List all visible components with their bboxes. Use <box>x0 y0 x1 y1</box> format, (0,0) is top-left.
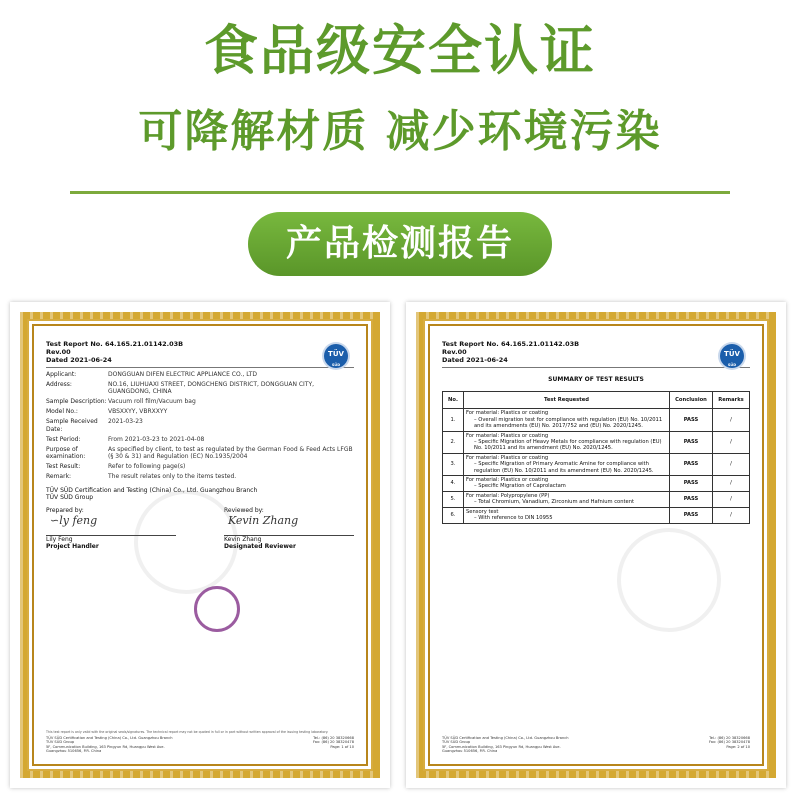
table-row <box>443 507 750 523</box>
row-remarks: / <box>713 409 750 431</box>
table-row <box>443 409 750 431</box>
field-value: VBSXXYY, VBRXXYY <box>108 408 168 416</box>
gold-ornamental-border <box>416 312 776 778</box>
row-conclusion: PASS <box>670 491 713 507</box>
results-table <box>442 391 750 523</box>
field-value: DONGGUAN DIFEN ELECTRIC APPLIANCE CO., LTD <box>108 371 257 378</box>
report-footer: This test report is only valid with the original seals/signatures. The technical report may not be quoted in full or in part without written approval of the issuing testing laboratory. TÜV SÜD Certification and Testing (China) Co., Ltd. Guangzhou Branch Tel.: (86) 20 38320668 TÜV SÜD Group Fax: (86) 20 38320478 5F, Communication Building, 163 Pingyun Rd, Huangpu West Ave. Page: 1 of 10 Guangzhou 510656, P.R. China <box>46 729 354 754</box>
summary-title: SUMMARY OF TEST RESULTS <box>548 376 644 383</box>
row-test-line: – With reference to DIN 10955 <box>474 515 553 522</box>
field-value: As specified by client, to test as regulated by the German Food & Feed Acts LFGB (§ 30 & 31) and Regulation (EC) No.1935/2004 <box>108 445 353 461</box>
field-row <box>46 436 354 443</box>
field-row <box>46 418 354 433</box>
table-header-row <box>443 392 750 409</box>
field-label: Sample Description: <box>46 398 107 406</box>
row-number: 4. <box>443 476 464 492</box>
row-test <box>464 491 670 507</box>
field-row <box>46 408 354 415</box>
reviewer-name: Kevin Zhang <box>224 535 262 543</box>
row-number: 1. <box>443 409 464 431</box>
row-test <box>464 453 670 475</box>
divider <box>70 191 730 194</box>
row-test <box>464 507 670 523</box>
headline-food-grade: 食品级安全认证 <box>204 19 596 82</box>
row-test-line: For material: Plastics or coating <box>466 454 549 461</box>
row-test-line: – Overall migration test for compliance with regulation (EU) No. 10/2011 and its amendments (EU) No. 2017/752 and (EU) No. 2020/1245. <box>474 416 663 430</box>
row-test-line: For material: Plastics or coating <box>466 432 549 439</box>
row-number: 6. <box>443 507 464 523</box>
field-row <box>46 398 354 405</box>
reviewed-by-label: Reviewed by: <box>224 507 264 515</box>
certificate-page-2 <box>406 302 786 788</box>
row-number: 5. <box>443 491 464 507</box>
row-test-line: Sensory test <box>466 508 499 515</box>
row-number: 2. <box>443 431 464 453</box>
row-test-line: – Total Chromium, Vanadium, Zirconium and Hafnium content <box>474 499 635 506</box>
row-test-line: For material: Polypropylene (PP) <box>466 492 550 499</box>
row-test <box>464 476 670 492</box>
report-rev: Rev.00 <box>46 348 71 356</box>
tuv-seal-stamp-icon <box>194 586 240 632</box>
row-test-line: – Specific Migration of Caprolactam <box>474 483 566 490</box>
reviewer-role: Designated Reviewer <box>224 543 296 551</box>
row-conclusion: PASS <box>670 507 713 523</box>
certificate-page-1 <box>10 302 390 788</box>
field-label: Remark: <box>46 473 72 481</box>
reviewer-signature: Kevin Zhang <box>228 513 299 527</box>
report-date: Dated 2021-06-24 <box>46 356 112 364</box>
row-test-line: For material: Plastics or coating <box>466 477 549 484</box>
row-conclusion: PASS <box>670 431 713 453</box>
field-label: Test Result: <box>46 463 81 471</box>
field-label: Test Period: <box>46 435 81 443</box>
row-remarks: / <box>713 491 750 507</box>
field-label: Address: <box>46 381 72 388</box>
col-conclusion: Conclusion <box>670 392 713 409</box>
row-conclusion: PASS <box>670 476 713 492</box>
table-row <box>443 431 750 453</box>
preparer-name: Lily Feng <box>46 535 73 543</box>
gold-ornamental-border <box>20 312 380 778</box>
table-row <box>443 476 750 492</box>
field-row <box>46 446 354 461</box>
field-value: 2021-03-23 <box>108 418 143 426</box>
row-conclusion: PASS <box>670 453 713 475</box>
field-value: Vacuum roll film/Vacuum bag <box>108 398 196 406</box>
field-row <box>46 371 354 378</box>
row-remarks: / <box>713 453 750 475</box>
field-label: Applicant: <box>46 371 77 378</box>
lab-name: TÜV SÜD Certification and Testing (China) Co., Ltd. Guangzhou Branch <box>46 486 258 494</box>
field-row <box>46 463 354 470</box>
row-test-line: – Specific Migration of Heavy Metals for compliance with regulation (EU) No. 10/2011 and its amendment (EU) No. 2020/1245. <box>474 439 662 452</box>
report-number: Test Report No. 64.165.21.01142.03B <box>442 340 580 348</box>
report-fields <box>46 371 354 481</box>
prepared-by-label: Prepared by: <box>46 507 84 515</box>
field-label: Purpose of examination: <box>46 445 86 461</box>
tuv-logo-icon: TÜV SÜD <box>324 344 348 368</box>
field-row <box>46 473 354 480</box>
row-remarks: / <box>713 431 750 453</box>
row-remarks: / <box>713 476 750 492</box>
report-rev: Rev.00 <box>442 348 467 356</box>
row-conclusion: PASS <box>670 409 713 431</box>
report-footer: TÜV SÜD Certification and Testing (China) Co., Ltd. Guangzhou Branch Tel.: (86) 20 38320668 TÜV SÜD Group Fax: (86) 20 38320478 5F, Communication Building, 163 Pingyun Rd, Huangpu West Ave. Page: 2 of 10 Guangzhou 510656, P.R. China <box>442 735 750 754</box>
field-value: NO.16, LIUHUAXI STREET, DONGCHENG DISTRICT, DONGGUAN CITY, GUANGDONG, CHINA <box>108 381 315 396</box>
col-test-requested: Test Requested <box>464 392 670 409</box>
row-test <box>464 431 670 453</box>
field-row <box>46 381 354 396</box>
report-number: Test Report No. 64.165.21.01142.03B <box>46 340 184 348</box>
tuv-logo-icon: TÜV SÜD <box>720 344 744 368</box>
tuv-watermark-icon <box>610 521 727 638</box>
field-label: Model No.: <box>46 408 78 416</box>
field-value: The result relates only to the items tested. <box>108 473 237 481</box>
preparer-signature: ∽ly feng <box>50 513 98 527</box>
col-remarks: Remarks <box>713 392 750 409</box>
field-label: Sample Received Date: <box>46 418 98 433</box>
report-date: Dated 2021-06-24 <box>442 356 508 364</box>
col-no: No. <box>443 392 464 409</box>
field-value: Refer to following page(s) <box>108 463 186 471</box>
preparer-role: Project Handler <box>46 543 99 551</box>
row-test <box>464 409 670 431</box>
lab-group: TÜV SÜD Group <box>46 494 94 502</box>
row-test-line: For material: Plastics or coating <box>466 410 549 417</box>
disclaimer: This test report is only valid with the original seals/signatures. The technical report may not be quoted in full or in part without written approval of the issuing testing laboratory. <box>46 729 329 734</box>
field-value: From 2021-03-23 to 2021-04-08 <box>108 435 205 443</box>
table-row <box>443 453 750 475</box>
section-label-pill: 产品检测报告 <box>248 212 552 276</box>
row-test-line: – Specific Migration of Primary Aromatic Amine for compliance with regulation (EU) No. 10/2011 and its amendment (EU) No. 2020/1245. <box>474 461 654 474</box>
headline-degradable: 可降解材质 减少环境污染 <box>138 106 662 157</box>
row-number: 3. <box>443 453 464 475</box>
row-remarks: / <box>713 507 750 523</box>
table-row <box>443 491 750 507</box>
